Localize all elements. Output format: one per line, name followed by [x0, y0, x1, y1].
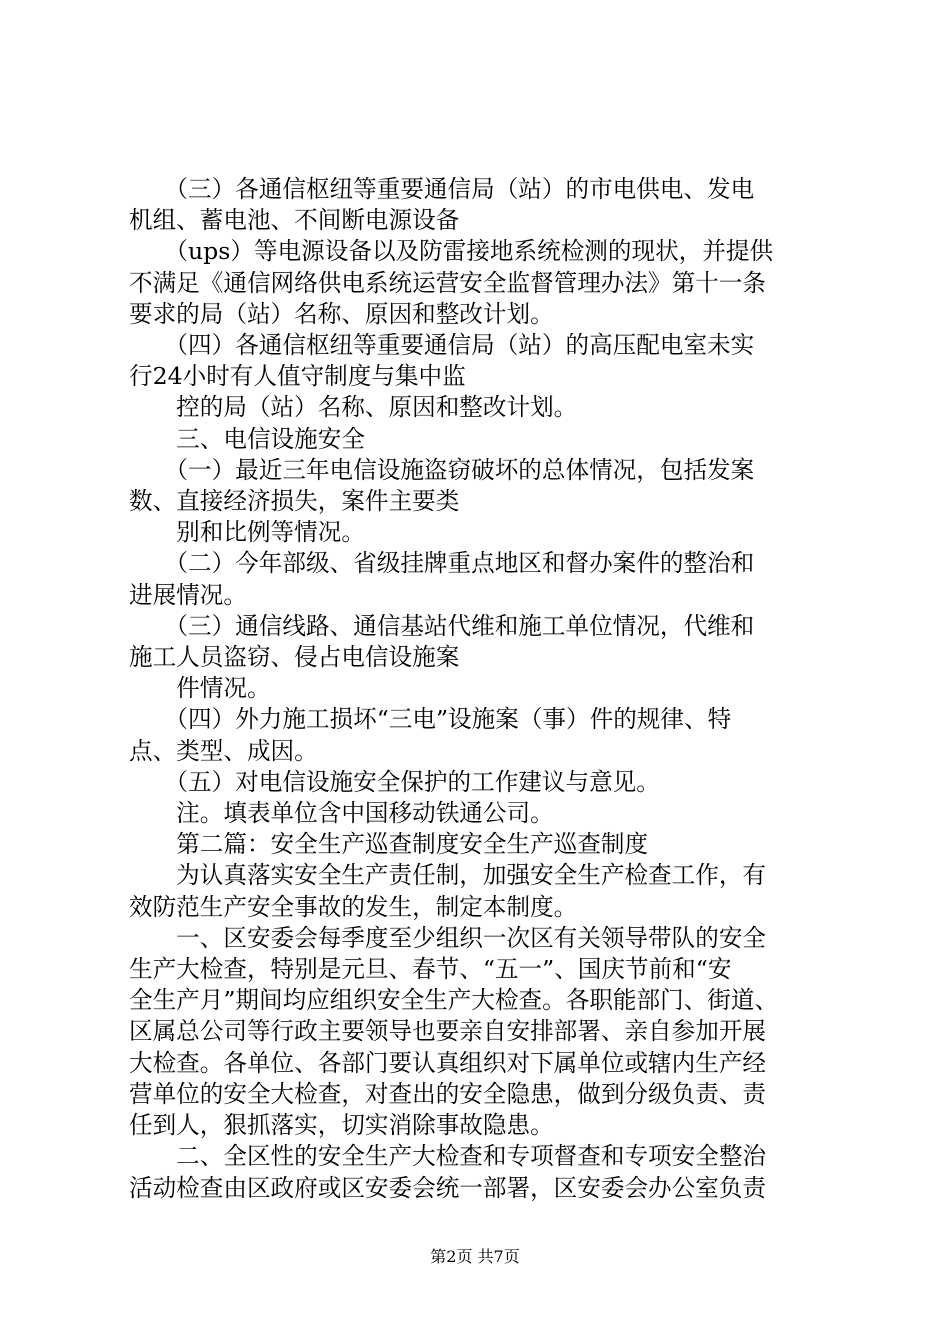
text-line: 全生产月”期间均应组织安全生产大检查。各职能部门、街道、	[129, 986, 779, 1015]
text-line: 效防范生产安全事故的发生，制定本制度。	[129, 892, 578, 921]
text-line: 营单位的安全大检查，对查出的安全隐患，做到分级负责、责	[129, 1079, 767, 1108]
text-line: 区属总公司等行政主要领导也要亲自安排部署、亲自参加开展	[129, 1017, 767, 1046]
text-line: 活动检查由区政府或区安委会统一部署，区安委会办公室负责	[129, 1173, 767, 1202]
text-line: （一）最近三年电信设施盗窃破坏的总体情况，包括发案	[129, 455, 755, 484]
text-line: 进展情况。	[129, 580, 247, 609]
text-line: 三、电信设施安全	[129, 424, 365, 453]
text-line: （四）外力施工损坏“三电”设施案（事）件的规律、特	[129, 705, 732, 734]
text-line: 控的局（站）名称、原因和整改计划。	[129, 393, 578, 422]
text-line: 二、全区性的安全生产大检查和专项督查和专项安全整治	[129, 1142, 767, 1171]
text-line: 施工人员盗窃、侵占电信设施案	[129, 643, 460, 672]
text-line: 一、区安委会每季度至少组织一次区有关领导带队的安全	[129, 923, 767, 952]
text-line: 第二篇：安全生产巡查制度安全生产巡查制度	[129, 830, 649, 859]
text-line: 注。填表单位含中国移动铁通公司。	[129, 799, 554, 828]
text-line: 件情况。	[129, 674, 271, 703]
text-line: （二）今年部级、省级挂牌重点地区和督办案件的整治和	[129, 549, 755, 578]
text-line: （ups）等电源设备以及防雷接地系统检测的现状，并提供	[129, 237, 774, 266]
text-line: （五）对电信设施安全保护的工作建议与意见。	[129, 767, 660, 796]
text-line: 要求的局（站）名称、原因和整改计划。	[129, 299, 554, 328]
text-line: 不满足《通信网络供电系统运营安全监督管理办法》第十一条	[129, 268, 767, 297]
text-line: 点、类型、成因。	[129, 736, 318, 765]
text-line: 行24小时有人值守制度与集中监	[129, 362, 466, 391]
text-line: 数、直接经济损失，案件主要类	[129, 487, 460, 516]
text-line: 任到人，狠抓落实，切实消除事故隐患。	[129, 1111, 554, 1140]
text-line: 别和比例等情况。	[129, 518, 365, 547]
text-line: 生产大检查，特别是元旦、春节、“五一”、国庆节前和“安	[129, 955, 732, 984]
document-body	[129, 174, 834, 1204]
text-line: 机组、蓄电池、不间断电源设备	[129, 206, 460, 235]
text-line: 为认真落实安全生产责任制，加强安全生产检查工作，有	[129, 861, 767, 890]
text-line: （四）各通信枢纽等重要通信局（站）的高压配电室未实	[129, 331, 755, 360]
page-number: 第2页 共7页	[430, 1247, 520, 1266]
text-line: （三）通信线路、通信基站代维和施工单位情况，代维和	[129, 611, 755, 640]
text-line: 大检查。各单位、各部门要认真组织对下属单位或辖内生产经	[129, 1048, 767, 1077]
text-line: （三）各通信枢纽等重要通信局（站）的市电供电、发电	[129, 175, 755, 203]
